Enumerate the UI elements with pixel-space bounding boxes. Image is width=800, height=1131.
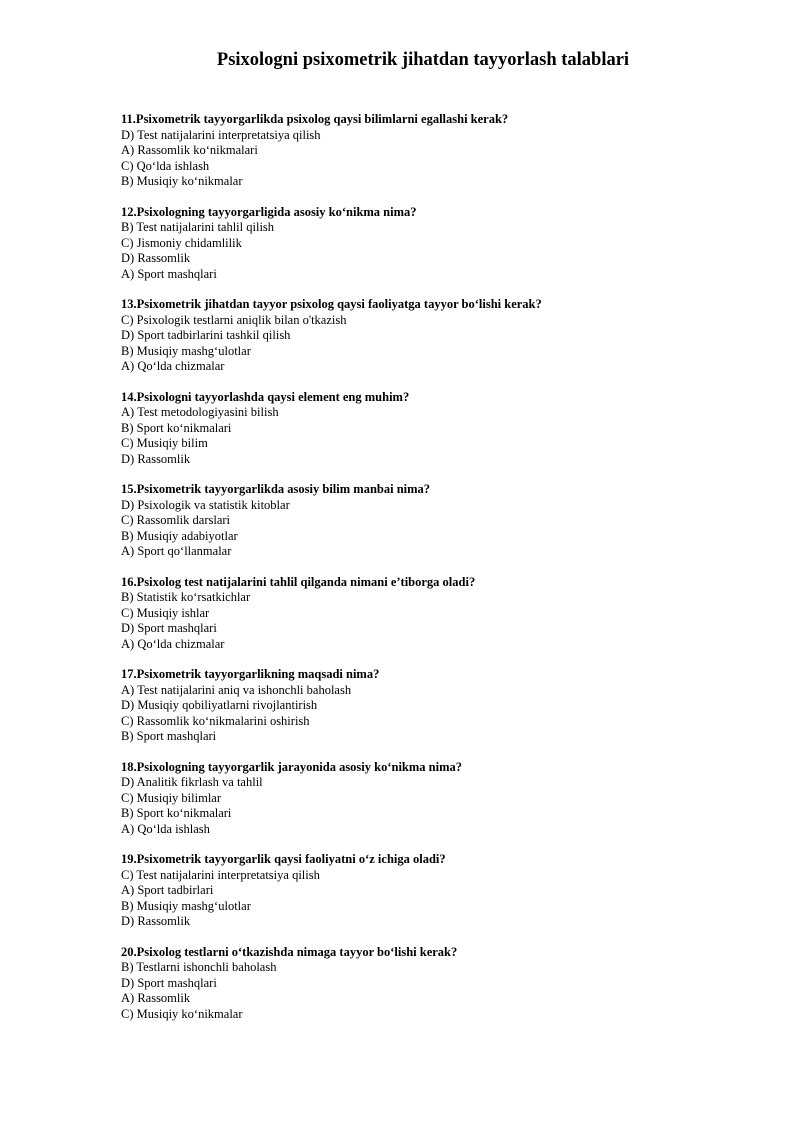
answer-option: B) Musiqiy mashg‘ulotlar	[121, 343, 251, 358]
question-text: 18.Psixologning tayyorgarlik jarayonida asosiy ko‘nikma nima?	[121, 759, 463, 774]
answer-option: B) Testlarni ishonchli baholash	[121, 960, 277, 974]
question-block-19	[121, 852, 761, 930]
answer-option: C) Rassomlik ko‘nikmalarini oshirish	[121, 713, 310, 728]
question-block-12	[121, 205, 761, 283]
answer-option: B) Test natijalarini tahlil qilish	[121, 220, 275, 234]
answer-option: C) Musiqiy ko‘nikmalar	[121, 1006, 243, 1021]
answer-option: B) Sport mashqlari	[121, 729, 217, 743]
answer-option: A) Sport mashqlari	[121, 266, 217, 281]
answer-option: C) Rassomlik darslari	[121, 513, 231, 527]
answer-option: A) Sport tadbirlari	[121, 883, 214, 897]
answer-option: C) Psixologik testlarni aniqlik bilan o'tkazish	[121, 312, 347, 327]
answer-option: A) Sport qo‘llanmalar	[121, 544, 232, 558]
answer-option: C) Musiqiy ishlar	[121, 605, 210, 620]
answer-option: C) Musiqiy bilim	[121, 436, 208, 450]
question-text: 11.Psixometrik tayyorgarlikda psixolog qaysi bilimlarni egallashi kerak?	[121, 112, 509, 126]
question-block-17	[121, 667, 761, 745]
answer-option: B) Sport ko‘nikmalari	[121, 420, 232, 435]
answer-option: A) Test metodologiyasini bilish	[121, 405, 279, 419]
answer-option: A) Qo‘lda ishlash	[121, 821, 210, 836]
answer-option: A) Qo‘lda chizmalar	[121, 359, 225, 373]
answer-option: D) Rassomlik	[121, 451, 191, 466]
answer-option: D) Sport tadbirlarini tashkil qilish	[121, 328, 291, 342]
answer-option: D) Rassomlik	[121, 251, 191, 265]
question-text: 17.Psixometrik tayyorgarlikning maqsadi nima?	[121, 667, 380, 681]
page-title: Psixologni psixometrik jihatdan tayyorlash talablari	[216, 50, 630, 70]
question-block-11	[121, 112, 761, 190]
answer-option: C) Musiqiy bilimlar	[121, 790, 221, 805]
answer-option: D) Analitik fikrlash va tahlil	[121, 775, 263, 789]
answer-option: A) Qo‘lda chizmalar	[121, 636, 225, 651]
question-text: 19.Psixometrik tayyorgarlik qaysi faoliyatni o‘z ichiga oladi?	[121, 852, 446, 866]
answer-option: A) Rassomlik	[121, 991, 191, 1005]
answer-option: D) Test natijalarini interpretatsiya qilish	[121, 127, 321, 142]
question-block-13	[121, 297, 761, 375]
question-block-15	[121, 482, 761, 560]
answer-option: C) Qo‘lda ishlash	[121, 158, 210, 173]
answer-option: D) Rassomlik	[121, 914, 191, 928]
question-block-18	[121, 760, 761, 838]
answer-option: D) Musiqiy qobiliyatlarni rivojlantirish	[121, 698, 318, 712]
question-text: 20.Psixolog testlarni o‘tkazishda nimaga tayyor bo‘lishi kerak?	[121, 944, 458, 959]
answer-option: C) Jismoniy chidamlilik	[121, 235, 242, 250]
answer-option: D) Psixologik va statistik kitoblar	[121, 497, 290, 512]
answer-option: B) Statistik ko‘rsatkichlar	[121, 590, 251, 604]
answer-option: D) Sport mashqlari	[121, 975, 217, 990]
answer-option: B) Sport ko‘nikmalari	[121, 806, 232, 820]
answer-option: B) Musiqiy adabiyotlar	[121, 528, 238, 543]
question-block-20	[121, 945, 761, 1023]
answer-option: B) Musiqiy mashg‘ulotlar	[121, 898, 251, 913]
question-text: 15.Psixometrik tayyorgarlikda asosiy bilim manbai nima?	[121, 482, 431, 496]
question-block-16	[121, 575, 761, 653]
question-text: 13.Psixometrik jihatdan tayyor psixolog qaysi faoliyatga tayyor bo‘lishi kerak?	[121, 297, 542, 311]
answer-option: A) Rassomlik ko‘nikmalari	[121, 143, 258, 157]
answer-option: D) Sport mashqlari	[121, 621, 217, 635]
question-list	[121, 112, 761, 1037]
question-text: 12.Psixologning tayyorgarligida asosiy ko‘nikma nima?	[121, 204, 417, 219]
answer-option: A) Test natijalarini aniq va ishonchli baholash	[121, 682, 352, 697]
question-text: 16.Psixolog test natijalarini tahlil qilganda nimani e’tiborga oladi?	[121, 574, 476, 589]
question-text: 14.Psixologni tayyorlashda qaysi element eng muhim?	[121, 389, 410, 404]
answer-option: B) Musiqiy ko‘nikmalar	[121, 174, 243, 188]
question-block-14	[121, 390, 761, 468]
answer-option: C) Test natijalarini interpretatsiya qilish	[121, 867, 320, 882]
